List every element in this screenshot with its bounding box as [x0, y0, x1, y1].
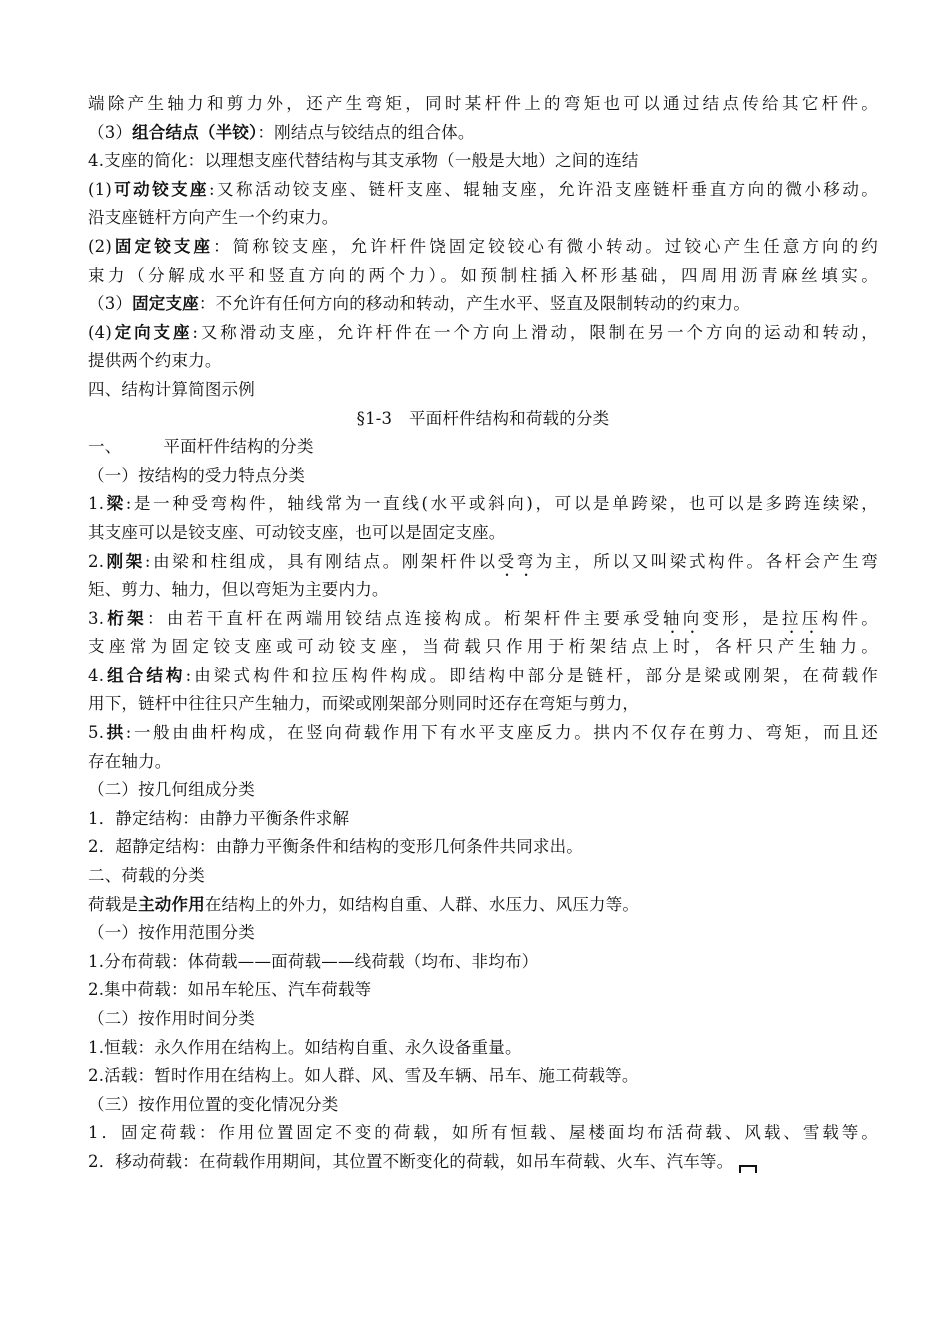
- term-fixed-hinge-support: 固定铰支座: [111, 236, 214, 256]
- text-line: 2．移动荷载：在荷载作用期间，其位置不断变化的荷载，如吊车荷载、火车、汽车等。: [88, 1148, 878, 1177]
- text-line: 4.组合结构:由梁式构件和拉压构件构成。即结构中部分是链杆，部分是梁或刚架，在荷载作: [88, 665, 878, 685]
- text-line: （3）固定支座：不允许有任何方向的移动和转动，产生水平、竖直及限制转动的约束力。: [88, 294, 751, 314]
- term-composite-structure: 组合结构: [104, 665, 186, 685]
- term-directional-support: 定向支座: [111, 322, 193, 342]
- text-line: 2.活载：暂时作用在结构上。如人群、风、雪及车辆、吊车、施工荷载等。: [88, 1066, 639, 1086]
- text-line: 矩、剪力、轴力，但以弯矩为主要内力。: [88, 580, 389, 600]
- term-active-action: 主动作用: [138, 894, 205, 914]
- emphasis-dotted: 轴向: [662, 608, 703, 628]
- subsection-heading: （二）按作用时间分类: [88, 1009, 255, 1028]
- section-heading: 四、结构计算简图示例: [88, 379, 255, 399]
- text-line: 沿支座链杆方向产生一个约束力。: [88, 208, 339, 228]
- term-movable-hinge-support: 可动铰支座: [111, 179, 209, 199]
- subsection-heading: （二）按几何组成分类: [88, 780, 255, 800]
- text-line: 支座常为固定铰支座或可动铰支座，当荷载只作用于桁架结点上时，各杆只产生轴力。: [88, 637, 878, 657]
- subsection-heading: （一）按结构的受力特点分类: [88, 465, 306, 485]
- text-line: 端除产生轴力和剪力外，还产生弯矩，同时某杆件上的弯矩也可以通过结点传给其它杆件。: [88, 94, 878, 113]
- document-page: [88, 90, 878, 1177]
- text-line: 2.集中荷载：如吊车轮压、汽车荷载等: [88, 980, 372, 1000]
- subsection-heading: （三）按作用位置的变化情况分类: [88, 1094, 339, 1114]
- emphasis-dotted: 受弯: [497, 551, 536, 571]
- bracket-mark-icon: [739, 1165, 757, 1173]
- text-line: 提供两个约束力。: [88, 351, 222, 371]
- text-line: 1.梁:是一种受弯构件，轴线常为一直线(水平或斜向)，可以是单跨梁，也可以是多跨连续梁，: [88, 494, 879, 514]
- text-line: 3.桁架：由若干直杆在两端用铰结点连接构成。桁架杆件主要承受轴向变形，是拉压构件。: [88, 608, 878, 628]
- subsection-heading: （一）按作用范围分类: [88, 923, 255, 943]
- text-line: 4.支座的简化：以理想支座代替结构与其支承物（一般是大地）之间的连结: [88, 151, 639, 171]
- chapter-heading: §1-3 平面杆件结构和荷载的分类: [356, 408, 610, 428]
- text-line: 束力（分解成水平和竖直方向的两个力）。如预制柱插入杯形基础，四周用沥青麻丝填实。: [88, 265, 878, 285]
- text-line: (1)可动铰支座:又称活动铰支座、链杆支座、辊轴支座，允许沿支座链杆垂直方向的微小移动。: [88, 179, 878, 199]
- text-line: 5.拱:一般由曲杆构成，在竖向荷载作用下有水平支座反力。拱内不仅存在剪力、弯矩，而且还: [88, 723, 879, 743]
- text-line: 2．超静定结构：由静力平衡条件和结构的变形几何条件共同求出。: [88, 837, 583, 857]
- text-line: 1.恒载：永久作用在结构上。如结构自重、永久设备重量。: [88, 1037, 522, 1057]
- term-beam: 梁: [104, 494, 126, 514]
- text-line: (2)固定铰支座：简称铰支座，允许杆件饶固定铰铰心有微小转动。过铰心产生任意方向的约: [88, 236, 878, 256]
- term-arch: 拱: [104, 723, 126, 743]
- text-line: 用下，链杆中往往只产生轴力，而梁或刚架部分则同时还存在弯矩与剪力，: [88, 694, 640, 714]
- term-frame: 刚架: [104, 551, 145, 571]
- text-line: 1．静定结构：由静力平衡条件求解: [88, 808, 350, 828]
- section-heading: 一、 平面杆件结构的分类: [88, 437, 314, 457]
- text-line: 1．固定荷载：作用位置固定不变的荷载，如所有恒载、屋楼面均布活荷载、风载、雪载等。: [88, 1123, 878, 1143]
- term-fixed-support: 固定支座: [132, 294, 199, 314]
- text-line: (4)定向支座:又称滑动支座，允许杆件在一个方向上滑动，限制在另一个方向的运动和转动，: [88, 322, 878, 342]
- term-truss: 桁架: [104, 608, 147, 628]
- term-combined-joint: 组合结点（半铰）: [132, 122, 258, 142]
- emphasis-dotted: 拉压: [781, 608, 822, 628]
- section-heading: 二、荷载的分类: [88, 866, 205, 886]
- text-line: 其支座可以是铰支座、可动铰支座，也可以是固定支座。: [88, 522, 506, 542]
- text-line: 1.分布荷载：体荷载——面荷载——线荷载（均布、非均布）: [88, 951, 539, 971]
- text-line: 荷载是主动作用在结构上的外力，如结构自重、人群、水压力、风压力等。: [88, 894, 640, 914]
- text-line: 2.刚架:由梁和柱组成，具有刚结点。刚架杆件以受弯为主，所以又叫梁式构件。各杆会产生弯: [88, 551, 878, 571]
- text-line: 存在轴力。: [88, 751, 172, 771]
- text-line: （3）组合结点（半铰）：刚结点与铰结点的组合体。: [88, 122, 475, 142]
